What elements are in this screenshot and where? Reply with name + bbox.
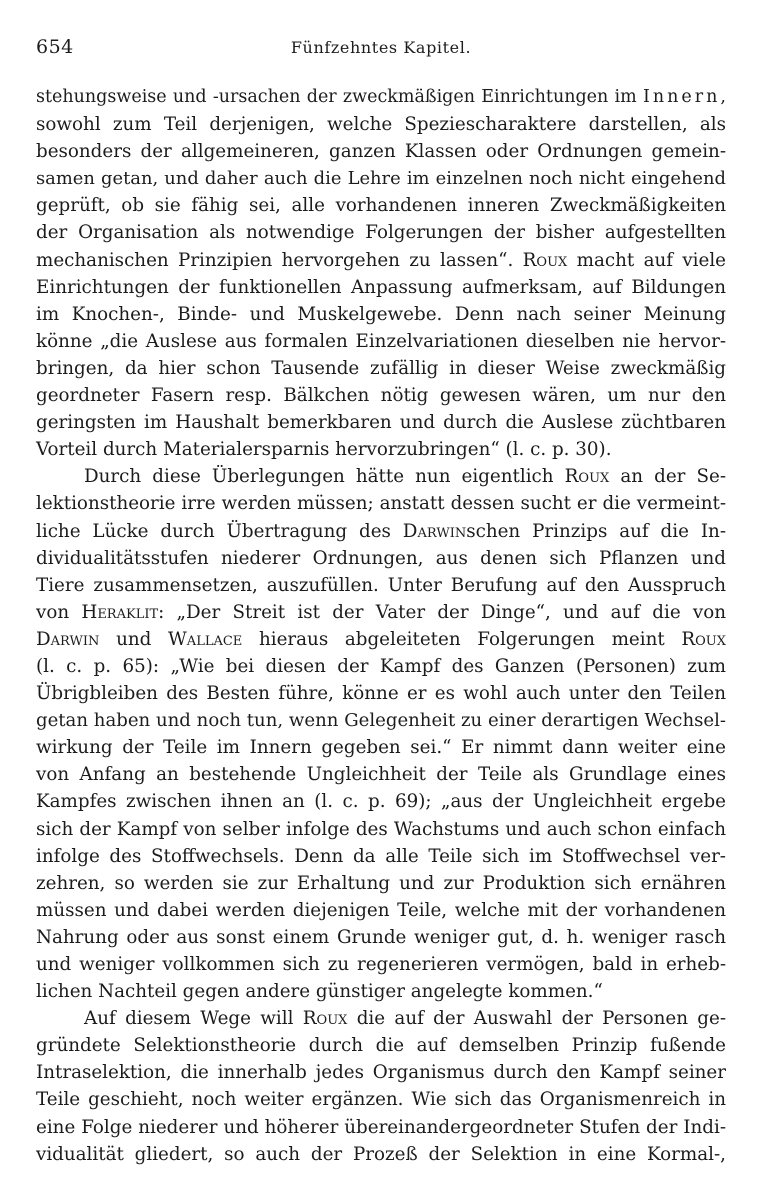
text-line: gründete Selektionstheorie durch die auf demselben Prinzip fußende (36, 1035, 726, 1057)
text-line: müssen und dabei werden diejenigen Teile, welche mit der vorhandenen (36, 899, 726, 921)
text-line: Einrichtungen der funktionellen Anpassung aufmerksam, auf Bildungen (36, 276, 726, 298)
text-line: geprüft, ob sie fähig sei, alle vorhandenen inneren Zweckmäßigkeiten (36, 195, 726, 217)
text-line: liche Lücke durch Übertragung des Darwinschen Prinzips auf die In- (36, 520, 726, 542)
text-line: sich der Kampf von selber infolge des Wachstums und auch schon einfach (36, 818, 726, 840)
text-line: Auf diesem Wege will Roux die auf der Auswahl der Personen ge- (84, 1008, 726, 1030)
author-name: Roux (681, 628, 727, 650)
text-line: könne „die Auslese aus formalen Einzelvariationen dieselben nie hervor- (36, 330, 726, 352)
text-line: vidualität gliedert, so auch der Prozeß der Selektion in eine Kormal-, (36, 1143, 726, 1165)
text-line: Darwin und Wallace hieraus abgeleiteten Folgerungen meint Roux (36, 628, 727, 650)
text-line: geringsten im Haushalt bemerkbaren und durch die Auslese züchtbaren (36, 412, 726, 434)
text-line: samen getan, und daher auch die Lehre im einzelnen noch nicht eingehend (36, 168, 726, 190)
text-line: Übrigbleiben des Besten führe, könne er es wohl auch unter den Teilen (36, 683, 726, 705)
author-name: Darwin (402, 520, 467, 542)
text-line: stehungsweise und -ursachen der zweckmäßigen Einrichtungen im Innern, (36, 87, 726, 107)
page-body (36, 84, 726, 1168)
paragraph (36, 463, 726, 1005)
text-line: lektionstheorie irre werden müssen; anstatt dessen sucht er die vermeint- (36, 493, 726, 515)
text-line: mechanischen Prinzipien hervorgehen zu lassen“. Roux macht auf viele (36, 249, 727, 271)
text-line: Vorteil durch Materialersparnis hervorzubringen“ (l. c. p. 30). (36, 439, 612, 461)
paragraph (36, 84, 726, 463)
text-line: Durch diese Überlegungen hätte nun eigentlich Roux an der Se- (84, 466, 727, 488)
text-line: bringen, da hier schon Tausende zufällig in dieser Weise zweckmäßig (36, 357, 726, 379)
text-line: eine Folge niederer und höherer übereinandergeordneter Stufen der Indi- (36, 1116, 726, 1138)
text-line: und weniger vollkommen sich zu regenerieren vermögen, bald in erheb- (36, 954, 726, 975)
text-line: Intraselektion, die innerhalb jedes Organismus durch den Kampf seiner (36, 1062, 726, 1084)
text-line: der Organisation als notwendige Folgerungen der bisher aufgestellten (36, 222, 726, 244)
text-line: wirkung der Teile im Innern gegeben sei.“ Er nimmt dann weiter eine (36, 737, 726, 759)
text-line: lichen Nachteil gegen andere günstiger angelegte kommen.“ (36, 981, 603, 1003)
text-line: Teile geschieht, noch weiter ergänzen. Wie sich das Organismenreich in (36, 1089, 726, 1111)
author-name: Wallace (168, 628, 243, 650)
text-line: von Heraklit: „Der Streit ist der Vater der Dinge“, und auf die von (36, 601, 726, 623)
paragraph (36, 1005, 726, 1168)
author-name: Roux (522, 249, 568, 271)
text-line: im Knochen-, Binde- und Muskelgewebe. Denn nach seiner Meinung (36, 303, 726, 325)
text-line: infolge des Stoffwechsels. Denn da alle Teile sich im Stoffwechsel ver- (36, 845, 726, 867)
text-line: von Anfang an bestehende Ungleichheit der Teile als Grundlage eines (36, 764, 726, 786)
text-line: zehren, so werden sie zur Erhaltung und zur Produktion sich ernähren (36, 872, 726, 894)
page-number: 654 (36, 36, 74, 58)
author-name: Roux (302, 1008, 348, 1030)
text-line: geordneter Fasern resp. Bälkchen nötig gewesen wären, um nur den (36, 385, 726, 407)
text-line: Nahrung oder aus sonst einem Grunde weniger gut, d. h. weniger rasch (36, 926, 726, 948)
author-name: Heraklit (81, 601, 159, 623)
text-line: getan haben und noch tun, wenn Gelegenheit zu einer derartigen Wechsel- (36, 710, 726, 732)
author-name: Darwin (36, 628, 100, 650)
text-line: Kampfes zwischen ihnen an (l. c. p. 69); „aus der Ungleichheit ergebe (36, 791, 726, 813)
author-name: Roux (564, 466, 610, 488)
running-title: Fünfzehntes Kapitel. (290, 38, 472, 57)
text-line: besonders der allgemeineren, ganzen Klassen oder Ordnungen gemein- (36, 141, 726, 163)
page-header (36, 36, 726, 60)
text-line: dividualitätsstufen niederer Ordnungen, aus denen sich Pflanzen und (36, 547, 726, 569)
text-line: Tiere zusammensetzen, auszufüllen. Unter Berufung auf den Ausspruch (36, 574, 726, 596)
emphasis-spaced: Innern (642, 87, 721, 107)
text-line: sowohl zum Teil derjenigen, welche Speziescharaktere darstellen, als (36, 114, 726, 136)
text-line: (l. c. p. 65): „Wie bei diesen der Kampf des Ganzen (Personen) zum (36, 655, 726, 677)
